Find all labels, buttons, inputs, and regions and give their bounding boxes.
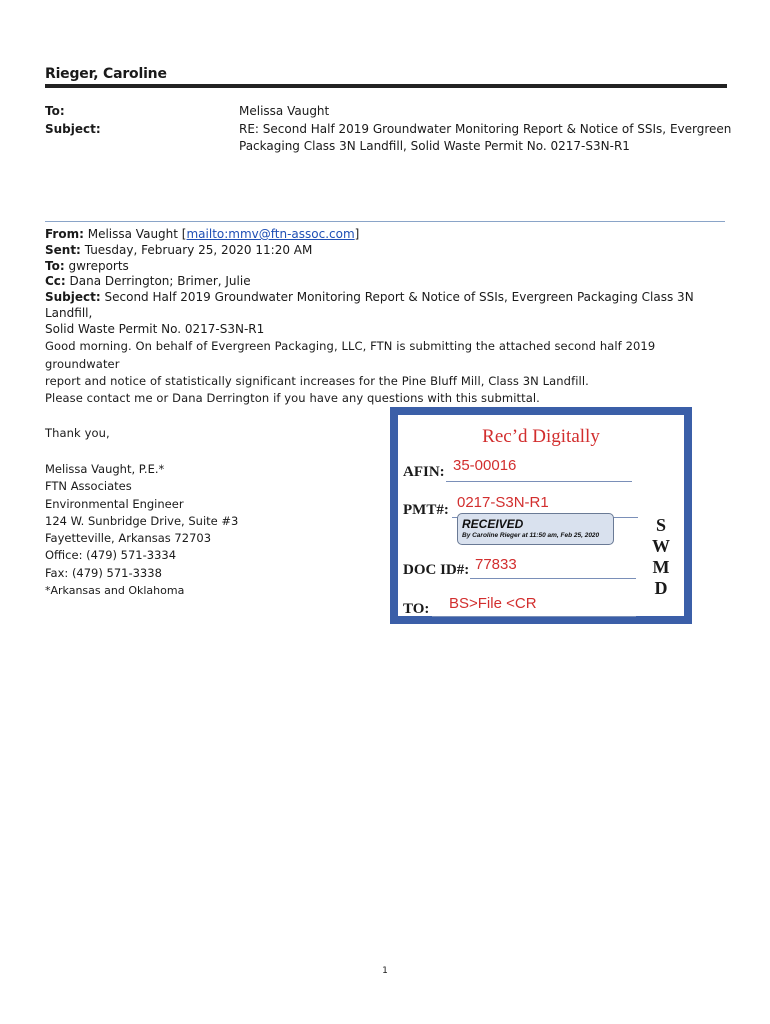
sent-value: Tuesday, February 25, 2020 11:20 AM <box>84 242 313 257</box>
stamp-title: Rec’d Digitally <box>482 426 600 447</box>
afin-value: 35-00016 <box>453 457 517 474</box>
signature-line: FTN Associates <box>45 479 132 494</box>
from-row <box>45 227 735 243</box>
side-letter: S <box>655 515 666 535</box>
subject-line-2: Packaging Class 3N Landfill, Solid Waste Permit No. 0217-S3N-R1 <box>239 139 630 153</box>
stamp-side-letters <box>650 515 672 599</box>
from-email-link[interactable]: mailto:mmv@ftn-assoc.com <box>186 227 355 241</box>
stamp-to-value: BS>File <CR <box>449 595 537 612</box>
orig-subject-row <box>45 290 735 322</box>
signature-line: 124 W. Sunbridge Drive, Suite #3 <box>45 513 239 528</box>
cc-label: Cc: <box>45 274 66 289</box>
body-paragraph-2: Please contact me or Dana Derrington if you have any questions with this submittal. <box>45 391 540 405</box>
side-letter: D <box>654 578 668 598</box>
header-divider <box>45 84 727 88</box>
from-close: ] <box>354 227 360 241</box>
subject-line-1: RE: Second Half 2019 Groundwater Monitoring Report & Notice of SSIs, Evergreen <box>239 122 732 136</box>
afin-label: AFIN: <box>403 464 445 480</box>
body-paragraph-1 <box>45 338 725 391</box>
side-letter: W <box>652 536 670 556</box>
page-number: 1 <box>382 966 388 976</box>
stamp-to-label: TO: <box>403 601 430 617</box>
signature-block <box>45 461 238 599</box>
body-paragraph-1-line-2: report and notice of statistically significant increases for the Pine Bluff Mill, Class 3N Landfill. <box>45 374 589 388</box>
from-name: Melissa Vaught [ <box>87 227 187 241</box>
subject-label: Subject: <box>45 122 101 136</box>
body-paragraph-1-line-1: Good morning. On behalf of Evergreen Packaging, LLC, FTN is submitting the attached second half 2019 groundwater <box>45 339 656 371</box>
from-label: From: <box>45 227 84 241</box>
signature-line: Melissa Vaught, P.E.* <box>45 462 165 476</box>
received-stamp <box>390 407 692 624</box>
orig-subject-line-1: Second Half 2019 Groundwater Monitoring Report & Notice of SSIs, Evergreen Packaging Class 3N Landfill, <box>45 290 694 320</box>
sent-row <box>45 243 735 259</box>
signature-line: Environmental Engineer <box>45 496 184 511</box>
sent-label: Sent: <box>45 242 81 257</box>
sender-name: Rieger, Caroline <box>45 66 167 82</box>
pmt-label: PMT#: <box>403 502 449 518</box>
original-message-header <box>45 227 735 338</box>
doc-id-label: DOC ID#: <box>403 562 470 578</box>
signature-line: Office: (479) 571-3334 <box>45 548 177 563</box>
signature-line: Fax: (479) 571-3338 <box>45 565 162 580</box>
received-badge-title: RECEIVED <box>462 517 524 531</box>
orig-to-label: To: <box>45 258 65 273</box>
to-label: To: <box>45 104 65 118</box>
signature-line: Fayetteville, Arkansas 72703 <box>45 531 212 546</box>
orig-subject-line-2: Solid Waste Permit No. 0217-S3N-R1 <box>45 321 265 336</box>
orig-to-value: gwreports <box>68 258 129 273</box>
to-value: Melissa Vaught <box>239 104 330 118</box>
orig-subject-label: Subject: <box>45 290 101 305</box>
orig-to-row <box>45 259 735 275</box>
afin-underline <box>446 481 632 482</box>
stamp-inner-panel <box>396 413 686 618</box>
signature-line: *Arkansas and Oklahoma <box>45 584 185 598</box>
received-badge-detail: By Caroline Rieger at 11:50 am, Feb 25, 2020 <box>462 532 600 539</box>
pmt-value: 0217-S3N-R1 <box>457 494 549 511</box>
received-badge <box>457 513 614 545</box>
side-letter: M <box>652 557 670 577</box>
cc-value: Dana Derrington; Brimer, Julie <box>69 274 251 289</box>
doc-id-underline <box>470 578 636 579</box>
stamp-to-underline <box>432 616 636 617</box>
original-message-divider <box>45 221 725 222</box>
cc-row <box>45 274 735 290</box>
closing: Thank you, <box>45 426 110 440</box>
doc-id-value: 77833 <box>475 556 517 573</box>
